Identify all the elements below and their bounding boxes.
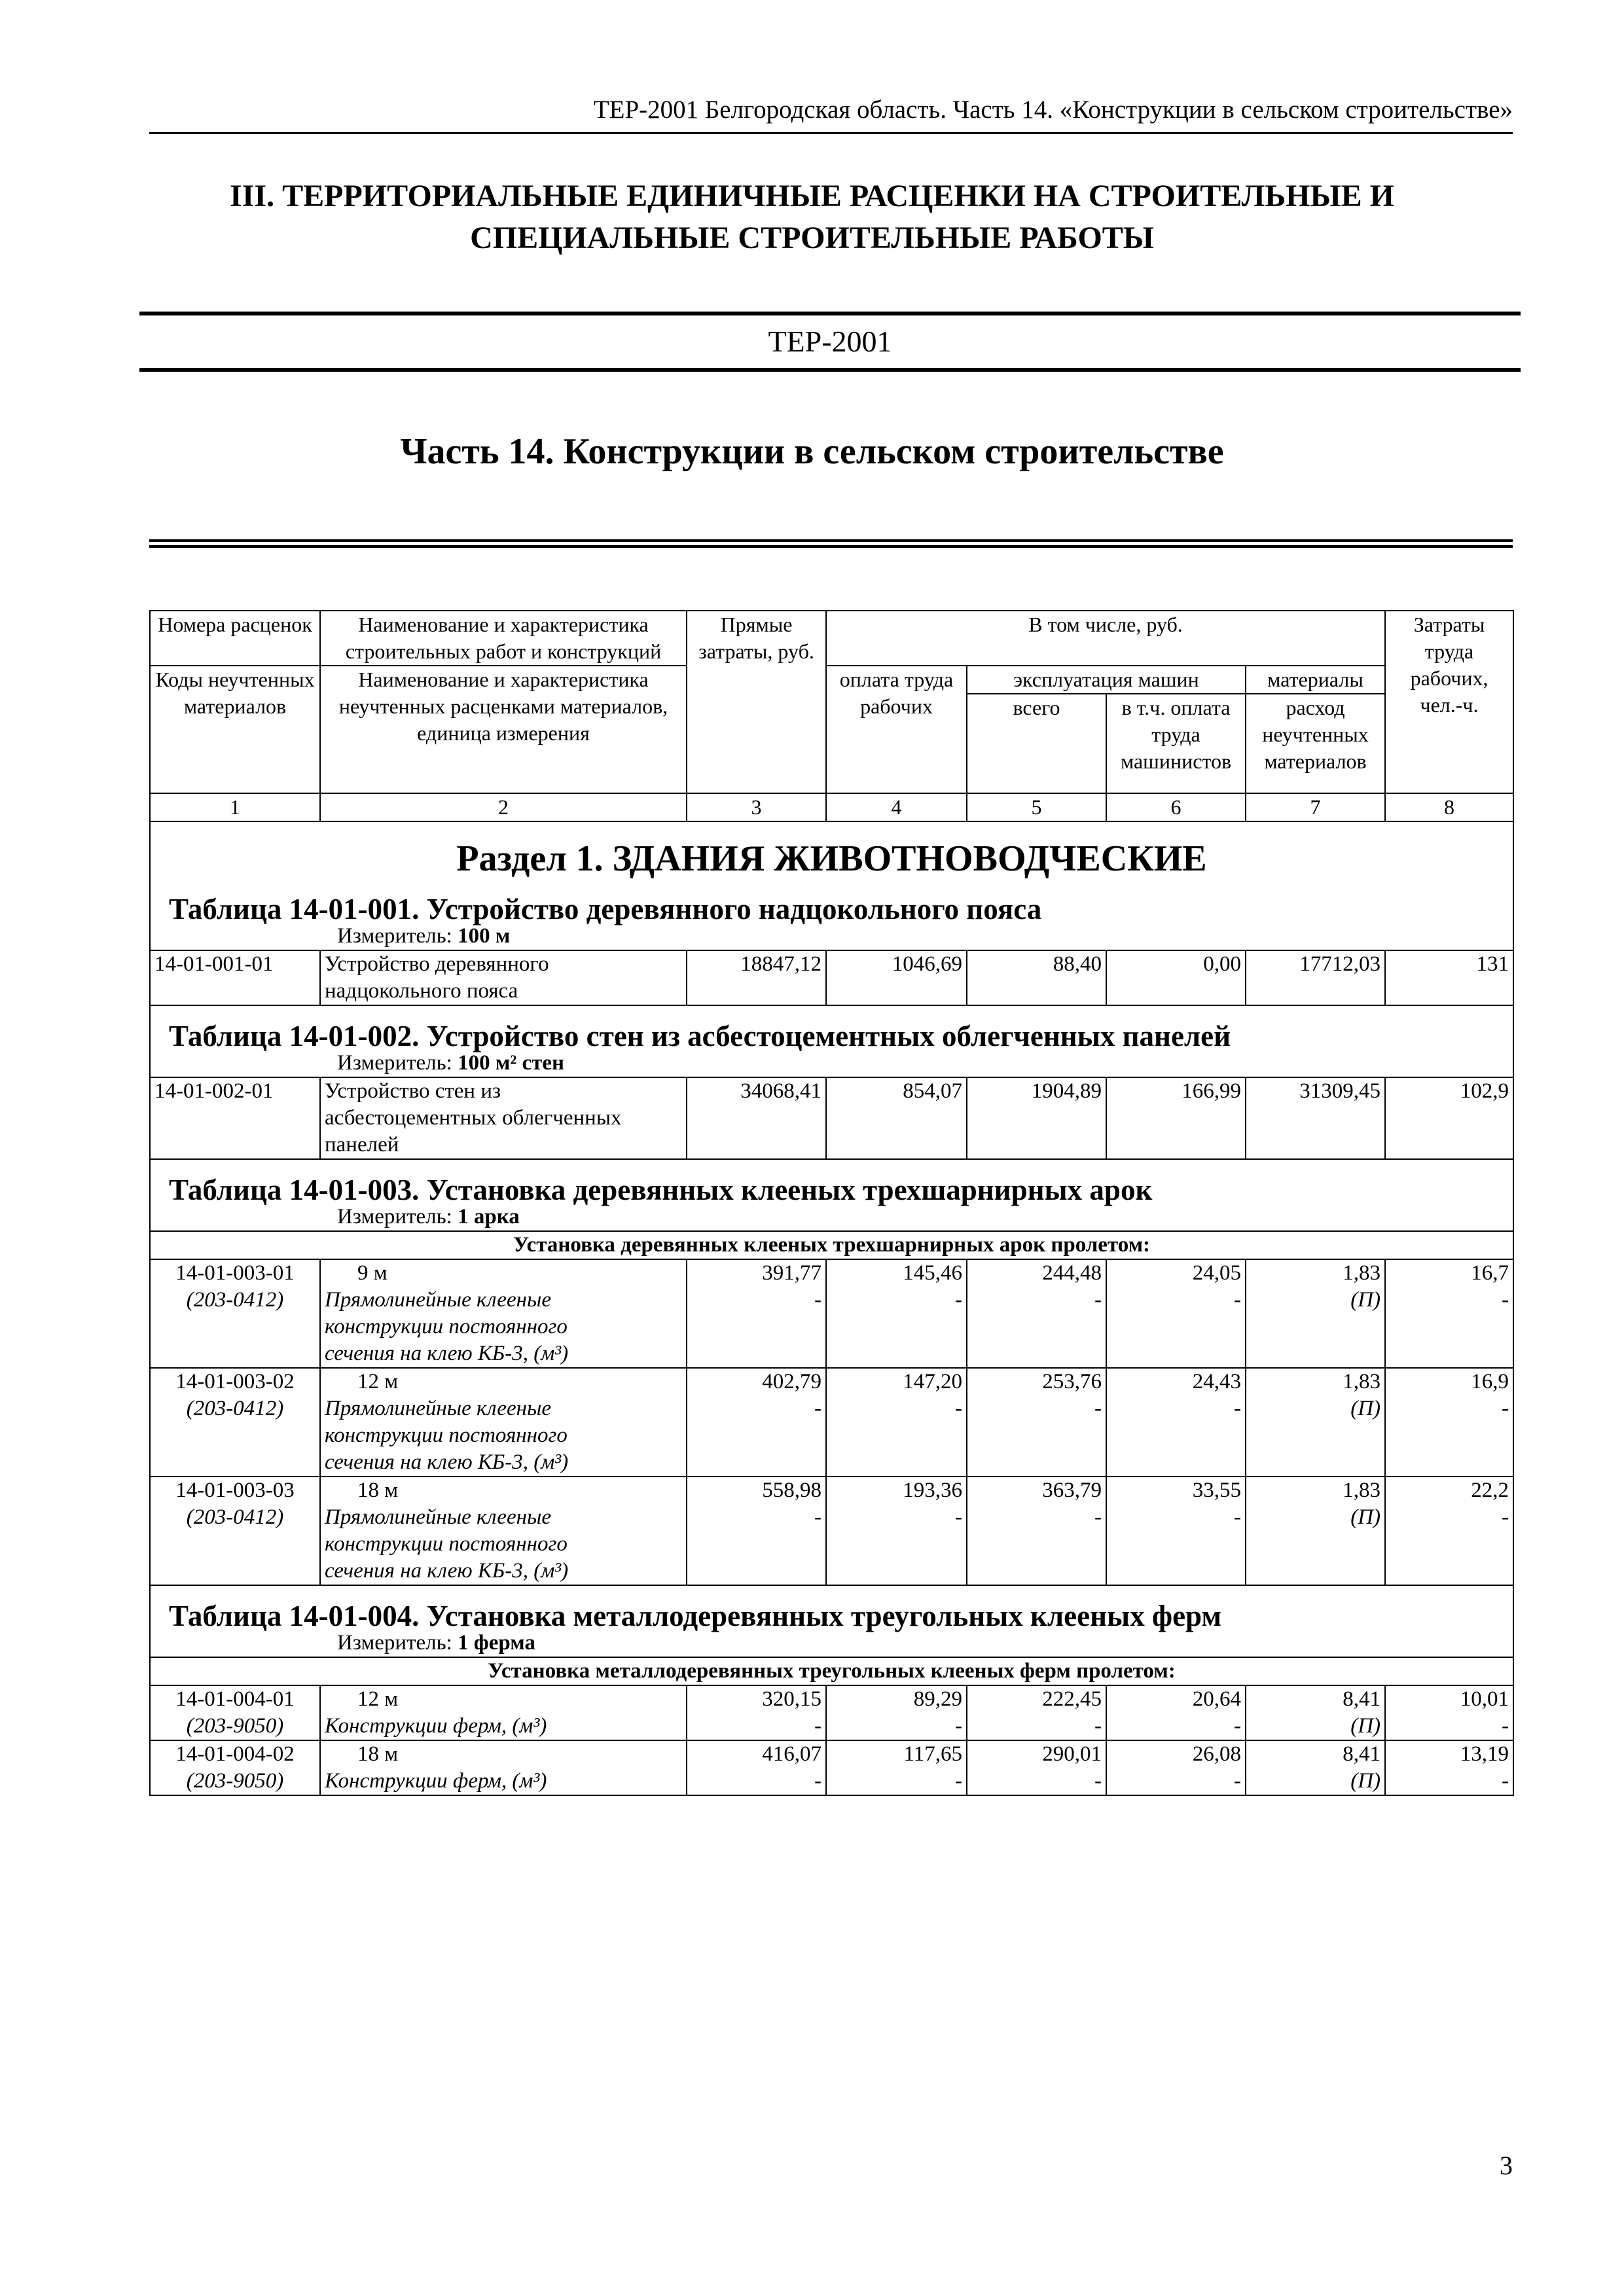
table-title-002: Таблица 14-01-002. Устройство стен из асбестоцементных облегченных панелей [150, 1005, 1513, 1050]
col-num-2: 2 [320, 793, 687, 821]
value: 89,29 [913, 1687, 962, 1711]
value: 1,83 [1343, 1370, 1381, 1393]
running-header: ТЕР-2001 Белгородская область. Часть 14. «Конструкции в сельском строительстве» [149, 90, 1513, 134]
dash: - [1234, 1714, 1241, 1738]
operator-wages: 166,99 [1106, 1077, 1246, 1159]
value: 117,65 [903, 1742, 962, 1766]
measure-value: 100 м [458, 924, 511, 948]
hdr-material-consumption: расход неучтенных материалов [1246, 694, 1385, 793]
value: 13,19 [1460, 1742, 1509, 1766]
rate-name [320, 1259, 687, 1368]
table-row [150, 1685, 1513, 1740]
span-length: 9 м [357, 1261, 388, 1285]
value: 244,48 [1042, 1261, 1102, 1285]
materials [1246, 1259, 1385, 1368]
value: 320,15 [762, 1687, 821, 1711]
materials [1246, 1685, 1385, 1740]
hdr-material-names: Наименование и характеристика неучтенных расценками материалов, единица измерения [320, 666, 687, 793]
wages: 1046,69 [826, 950, 967, 1005]
machine-total: 88,40 [967, 950, 1106, 1005]
table-title-001: Таблица 14-01-001. Устройство деревянного надцокольного пояса [150, 879, 1513, 923]
material-name-line: конструкции постоянного [325, 1424, 568, 1447]
rate-code-value: 14-01-004-02 [175, 1742, 295, 1766]
page-number: 3 [1500, 2151, 1513, 2180]
value: 253,76 [1042, 1370, 1102, 1393]
hdr-materials: материалы [1246, 666, 1385, 694]
value: 8,41 [1343, 1687, 1381, 1711]
value: 416,07 [762, 1742, 821, 1766]
col-num-1: 1 [150, 793, 320, 821]
material-name-line: сечения на клею КБ-3, (м³) [325, 1450, 569, 1474]
measure-value: 1 арка [458, 1205, 520, 1229]
span-length: 18 м [357, 1479, 399, 1502]
machine-total: 1904,89 [967, 1077, 1106, 1159]
part-divider [149, 539, 1513, 548]
span-length: 12 м [357, 1370, 399, 1393]
value: 363,79 [1042, 1479, 1102, 1502]
material-name-line: сечения на клею КБ-3, (м³) [325, 1559, 569, 1583]
value: 222,45 [1042, 1687, 1102, 1711]
measure-value: 100 м² стен [458, 1051, 564, 1075]
rate-code: 14-01-002-01 [150, 1077, 320, 1159]
rate-code-value: 14-01-003-02 [175, 1370, 295, 1393]
col-num-8: 8 [1385, 793, 1513, 821]
group-heading-003: Установка деревянных клееных трехшарнирных арок пролетом: [150, 1231, 1513, 1259]
hdr-including: В том числе, руб. [826, 611, 1385, 666]
span-length: 12 м [357, 1687, 399, 1711]
table-row [150, 1077, 1513, 1159]
machine-total [967, 1685, 1106, 1740]
main-title-line1: III. ТЕРРИТОРИАЛЬНЫЕ ЕДИНИЧНЫЕ РАСЦЕНКИ НА СТРОИТЕЛЬНЫЕ И [230, 179, 1394, 213]
labor [1385, 1740, 1513, 1795]
span-length: 18 м [357, 1742, 399, 1766]
material-name-line: конструкции постоянного [325, 1315, 568, 1338]
wages [826, 1740, 967, 1795]
rate-code [150, 1477, 320, 1585]
rate-name [320, 1077, 687, 1159]
operator-wages [1106, 1740, 1246, 1795]
col-num-4: 4 [826, 793, 967, 821]
rate-name-line: Устройство деревянного [325, 952, 549, 976]
hdr-rate-numbers: Номера расценок [150, 611, 320, 666]
materials [1246, 1740, 1385, 1795]
value: 24,05 [1192, 1261, 1241, 1285]
wages [826, 1368, 967, 1477]
measure-unit-004 [150, 1630, 1513, 1657]
labor: 131 [1385, 950, 1513, 1005]
operator-wages [1106, 1477, 1246, 1585]
ter-label: ТЕР-2001 [139, 312, 1521, 372]
rate-code [150, 1368, 320, 1477]
value: 402,79 [762, 1370, 821, 1393]
hdr-material-codes: Коды неучтенных материалов [150, 666, 320, 793]
dash: - [1094, 1505, 1102, 1529]
material-name-line: Прямолинейные клееные [325, 1397, 551, 1420]
measure-label: Измеритель: [337, 924, 452, 948]
value: 1,83 [1343, 1479, 1381, 1502]
measure-value: 1 ферма [458, 1631, 535, 1655]
operator-wages: 0,00 [1106, 950, 1246, 1005]
hdr-machine-total: всего [967, 694, 1106, 793]
direct-costs: 34068,41 [687, 1077, 826, 1159]
rate-code [150, 1259, 320, 1368]
value: 16,7 [1471, 1261, 1509, 1285]
material-mark: (П) [1350, 1769, 1381, 1793]
material-mark: (П) [1350, 1397, 1381, 1420]
measure-label: Измеритель: [337, 1631, 452, 1655]
material-name-line: конструкции постоянного [325, 1532, 568, 1556]
dash: - [955, 1769, 962, 1793]
operator-wages [1106, 1368, 1246, 1477]
rate-name [320, 1685, 687, 1740]
table-row [150, 1259, 1513, 1368]
section-title: Раздел 1. ЗДАНИЯ ЖИВОТНОВОДЧЕСКИЕ [150, 821, 1513, 879]
machine-total [967, 1259, 1106, 1368]
materials [1246, 1477, 1385, 1585]
hdr-wages: оплата труда рабочих [826, 666, 967, 793]
rate-code [150, 1740, 320, 1795]
table-row [150, 950, 1513, 1005]
value: 558,98 [762, 1479, 821, 1502]
hdr-labor: Затраты труда рабочих, чел.-ч. [1385, 611, 1513, 793]
rate-code-value: 14-01-003-01 [175, 1261, 295, 1285]
value: 391,77 [762, 1261, 821, 1285]
main-title-line2: СПЕЦИАЛЬНЫЕ СТРОИТЕЛЬНЫЕ РАБОТЫ [470, 221, 1154, 255]
materials: 17712,03 [1246, 950, 1385, 1005]
rate-code-value: 14-01-004-01 [175, 1687, 295, 1711]
wages [826, 1259, 967, 1368]
direct-costs [687, 1477, 826, 1585]
dash: - [1234, 1769, 1241, 1793]
dash: - [814, 1769, 821, 1793]
labor [1385, 1259, 1513, 1368]
wages [826, 1685, 967, 1740]
material-name-line: Конструкции ферм, (м³) [325, 1769, 547, 1793]
dash: - [1502, 1714, 1509, 1738]
labor [1385, 1685, 1513, 1740]
value: 147,20 [903, 1370, 962, 1393]
main-title [131, 175, 1493, 259]
dash: - [955, 1714, 962, 1738]
dash: - [814, 1397, 821, 1420]
value: 193,36 [903, 1479, 962, 1502]
dash: - [814, 1288, 821, 1312]
rate-name [320, 950, 687, 1005]
table-title-003: Таблица 14-01-003. Установка деревянных клееных трехшарнирных арок [150, 1159, 1513, 1204]
group-heading-004: Установка металлодеревянных треугольных клееных ферм пролетом: [150, 1657, 1513, 1685]
material-code: (203-0412) [186, 1288, 284, 1312]
direct-costs [687, 1259, 826, 1368]
wages: 854,07 [826, 1077, 967, 1159]
machine-total [967, 1368, 1106, 1477]
rate-name [320, 1477, 687, 1585]
hdr-work-name: Наименование и характеристика строительных работ и конструкций [320, 611, 687, 666]
table-row [150, 1368, 1513, 1477]
value: 22,2 [1471, 1479, 1509, 1502]
rate-name-line: асбестоцементных облегченных [325, 1106, 622, 1130]
measure-unit-002 [150, 1050, 1513, 1077]
col-num-6: 6 [1106, 793, 1246, 821]
dash: - [1234, 1288, 1241, 1312]
value: 20,64 [1192, 1687, 1241, 1711]
dash: - [1502, 1769, 1509, 1793]
part-title: Часть 14. Конструкции в сельском строительстве [400, 431, 1224, 472]
rate-code [150, 1685, 320, 1740]
value: 290,01 [1042, 1742, 1102, 1766]
material-name-line: Прямолинейные клееные [325, 1288, 551, 1312]
direct-costs: 18847,12 [687, 950, 826, 1005]
dash: - [1234, 1505, 1241, 1529]
hdr-direct-costs: Прямые затраты, руб. [687, 611, 826, 793]
col-num-3: 3 [687, 793, 826, 821]
wages [826, 1477, 967, 1585]
measure-label: Измеритель: [337, 1051, 452, 1075]
value: 10,01 [1460, 1687, 1509, 1711]
rate-name [320, 1740, 687, 1795]
materials: 31309,45 [1246, 1077, 1385, 1159]
value: 24,43 [1192, 1370, 1241, 1393]
dash: - [1502, 1505, 1509, 1529]
dash: - [1094, 1714, 1102, 1738]
material-code: (203-9050) [186, 1714, 284, 1738]
dash: - [1234, 1397, 1241, 1420]
rates-table [149, 610, 1514, 1796]
direct-costs [687, 1685, 826, 1740]
dash: - [955, 1397, 962, 1420]
hdr-operator-wages: в т.ч. оплата труда машинистов [1106, 694, 1246, 793]
col-num-7: 7 [1246, 793, 1385, 821]
measure-unit-003 [150, 1204, 1513, 1231]
material-mark: (П) [1350, 1505, 1381, 1529]
labor [1385, 1368, 1513, 1477]
value: 8,41 [1343, 1742, 1381, 1766]
dash: - [814, 1505, 821, 1529]
hdr-machine-operation: эксплуатация машин [967, 666, 1246, 694]
value: 16,9 [1471, 1370, 1509, 1393]
materials [1246, 1368, 1385, 1477]
table-title-004: Таблица 14-01-004. Установка металлодеревянных треугольных клееных ферм [150, 1585, 1513, 1630]
table-row [150, 1477, 1513, 1585]
dash: - [1094, 1397, 1102, 1420]
direct-costs [687, 1740, 826, 1795]
direct-costs [687, 1368, 826, 1477]
rate-code: 14-01-001-01 [150, 950, 320, 1005]
material-code: (203-0412) [186, 1505, 284, 1529]
value: 1,83 [1343, 1261, 1381, 1285]
rate-name [320, 1368, 687, 1477]
rate-name-line: надцокольного пояса [325, 979, 518, 1003]
dash: - [955, 1505, 962, 1529]
material-code: (203-0412) [186, 1397, 284, 1420]
machine-total [967, 1740, 1106, 1795]
value: 145,46 [903, 1261, 962, 1285]
col-num-5: 5 [967, 793, 1106, 821]
material-mark: (П) [1350, 1714, 1381, 1738]
dash: - [814, 1714, 821, 1738]
material-code: (203-9050) [186, 1769, 284, 1793]
operator-wages [1106, 1685, 1246, 1740]
rate-name-line: панелей [325, 1133, 399, 1157]
dash: - [1094, 1288, 1102, 1312]
measure-label: Измеритель: [337, 1205, 452, 1229]
labor: 102,9 [1385, 1077, 1513, 1159]
dash: - [1502, 1397, 1509, 1420]
dash: - [1094, 1769, 1102, 1793]
operator-wages [1106, 1259, 1246, 1368]
material-name-line: сечения на клею КБ-3, (м³) [325, 1342, 569, 1365]
labor [1385, 1477, 1513, 1585]
machine-total [967, 1477, 1106, 1585]
value: 33,55 [1192, 1479, 1241, 1502]
rate-code-value: 14-01-003-03 [175, 1479, 295, 1502]
dash: - [1502, 1288, 1509, 1312]
material-mark: (П) [1350, 1288, 1381, 1312]
table-row [150, 1740, 1513, 1795]
material-name-line: Конструкции ферм, (м³) [325, 1714, 547, 1738]
dash: - [955, 1288, 962, 1312]
material-name-line: Прямолинейные клееные [325, 1505, 551, 1529]
rate-name-line: Устройство стен из [325, 1079, 501, 1103]
measure-unit-001 [150, 923, 1513, 950]
value: 26,08 [1192, 1742, 1241, 1766]
